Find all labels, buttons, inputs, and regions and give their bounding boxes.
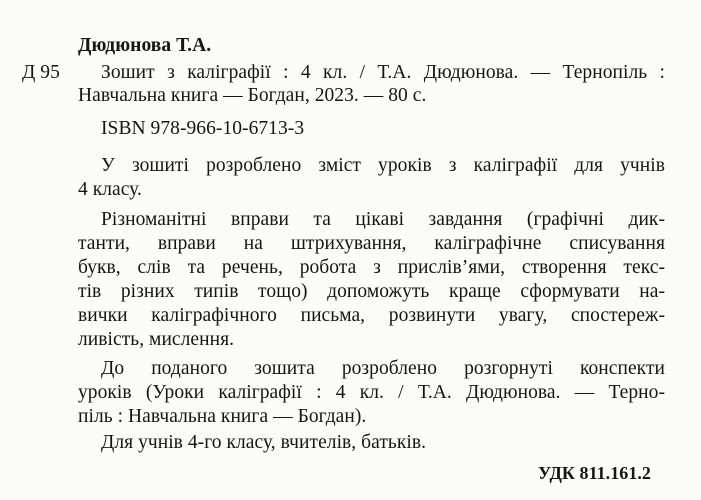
annotation-paragraph-2-line-2-text: танти, вправи на штрихування, каліграфічне списування bbox=[78, 233, 665, 254]
annotation-paragraph-4-line-1: Для учнів 4-го класу, вчителів, батьків. bbox=[101, 432, 427, 453]
annotation-paragraph-2-line-4-text: тів різних типів тощо) допоможуть краще сформувати на- bbox=[78, 281, 665, 302]
classification-code: Д 95 bbox=[22, 62, 60, 83]
udk-code: УДК 811.161.2 bbox=[538, 463, 651, 483]
annotation-paragraph-2-line-5 bbox=[78, 304, 665, 328]
annotation-paragraph-1-line-1 bbox=[101, 154, 665, 178]
annotation-paragraph-3-line-3: піль : Навчальна книга — Богдан). bbox=[78, 406, 367, 427]
annotation-paragraph-2-line-3 bbox=[78, 256, 665, 280]
isbn-number: ISBN 978-966-10-6713-3 bbox=[101, 118, 305, 139]
annotation-paragraph-1-line-1-text: У зошиті розроблено зміст уроків з каліграфії для учнів bbox=[101, 155, 665, 176]
annotation-paragraph-2-line-5-text: вички каліграфічного письма, розвинути увагу, спостереж- bbox=[78, 305, 665, 326]
annotation-paragraph-2-line-1-text: Різноманітні вправи та цікаві завдання (графічні дик- bbox=[101, 209, 665, 230]
bibliography-line-2: Навчальна книга — Богдан, 2023. — 80 с. bbox=[78, 85, 427, 106]
annotation-paragraph-2-line-1 bbox=[101, 208, 665, 232]
annotation-paragraph-3-line-1 bbox=[101, 357, 665, 381]
annotation-paragraph-2-line-2 bbox=[78, 232, 665, 256]
bibliography-line-1-text: Зошит з каліграфії : 4 кл. / Т.А. Дюдюнова. — Тернопіль : bbox=[101, 62, 665, 83]
annotation-paragraph-2-line-6: ливість, мислення. bbox=[78, 329, 235, 350]
annotation-paragraph-3-line-2 bbox=[78, 381, 665, 405]
annotation-paragraph-1-line-2: 4 класу. bbox=[78, 179, 142, 200]
author-name: Дюдюнова Т.А. bbox=[78, 35, 212, 56]
annotation-paragraph-3-line-2-text: уроків (Уроки каліграфії : 4 кл. / Т.А. Дюдюнова. — Терно- bbox=[78, 382, 665, 403]
annotation-paragraph-2-line-3-text: букв, слів та речень, робота з прислів’ями, створення текс- bbox=[78, 257, 665, 278]
annotation-paragraph-2-line-4 bbox=[78, 280, 665, 304]
bibliography-line-1 bbox=[101, 61, 665, 85]
annotation-paragraph-3-line-1-text: До поданого зошита розроблено розгорнуті конспекти bbox=[101, 358, 665, 379]
